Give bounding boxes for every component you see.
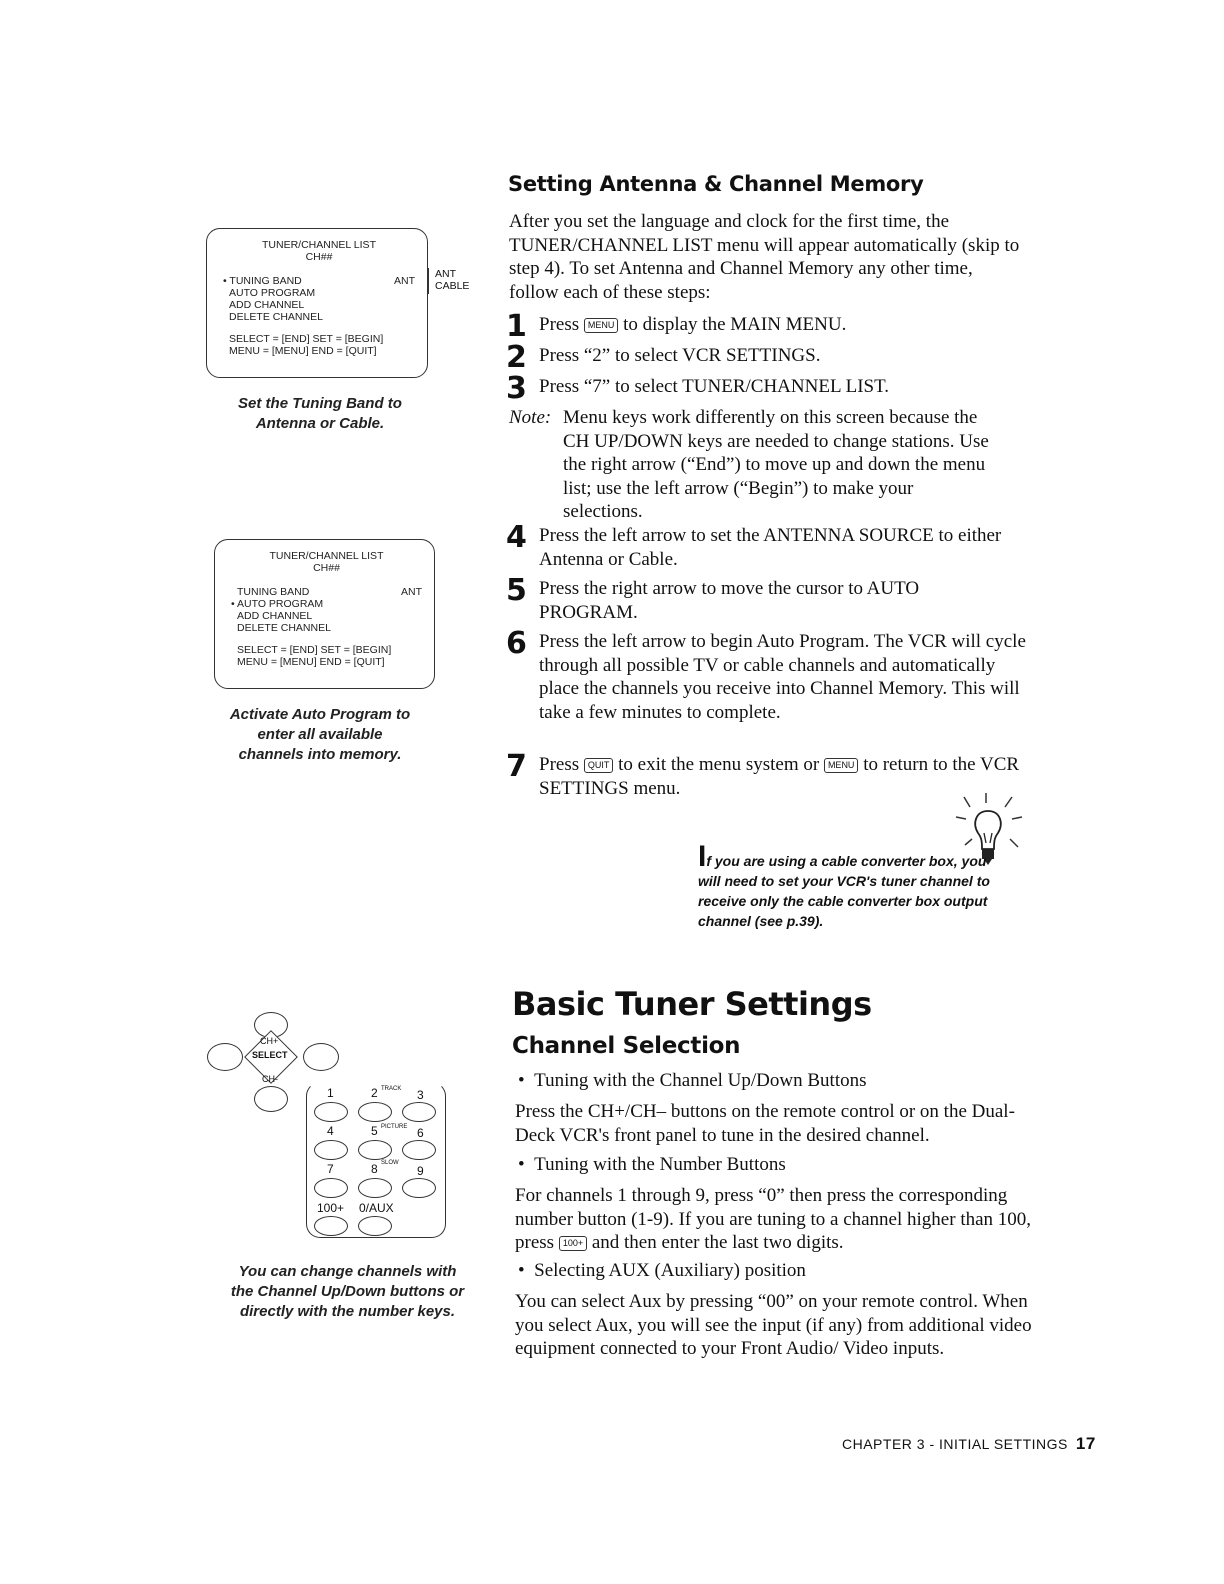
intro-paragraph: After you set the language and clock for the first time, the TUNER/CHANNEL LIST menu will appear automatically (skip to step 4). To set Antenna and Channel Memory any other time, follow each of these steps:	[509, 211, 1020, 303]
bullet-dot: •	[518, 1260, 535, 1281]
option-ant: ANT	[435, 268, 456, 280]
tuner-channel-list-screen-2	[214, 539, 435, 689]
step-6: 6 Press the left arrow to begin Auto Program. The VCR will cycle through all possible TV or cable channels and automatically place the channels you receive into Channel Memory. This will take a few minutes to complete.	[506, 626, 1026, 723]
caption-channel-change: You can change channels with the Channel Up/Down buttons or directly with the number keys.	[230, 1263, 465, 1320]
step-number: 5	[506, 573, 527, 608]
tuner-channel-list-screen-1	[206, 228, 428, 378]
bullet-dot: •	[518, 1154, 535, 1175]
menu-item-delete-channel: DELETE CHANNEL	[229, 311, 323, 323]
chapter-label: CHAPTER 3 - INITIAL SETTINGS	[842, 1436, 1068, 1452]
step-number: 6	[506, 626, 527, 661]
ch-up-label: CH+	[260, 1036, 279, 1046]
screen-subtitle: CH##	[305, 251, 333, 263]
select-label: SELECT	[252, 1050, 288, 1060]
step-1: 1 Press MENU to display the MAIN MENU.	[506, 309, 847, 344]
quit-key: QUIT	[584, 758, 614, 773]
screen-key-hint-1: SELECT = [END] SET = [BEGIN]	[237, 644, 392, 656]
bullet-number-buttons: • Tuning with the Number Buttons	[518, 1154, 786, 1175]
key-5-label: 5	[371, 1124, 378, 1138]
key-1	[314, 1102, 348, 1122]
picture-label: PICTURE	[381, 1124, 408, 1130]
bullet-channel-up-down: • Tuning with the Channel Up/Down Buttons	[518, 1070, 867, 1091]
tip-drop-cap: I	[698, 840, 707, 873]
caption-tuning-band: Set the Tuning Band to Antenna or Cable.	[238, 395, 402, 432]
screen-key-hint-1: SELECT = [END] SET = [BEGIN]	[229, 333, 384, 345]
bullet-dot: •	[518, 1070, 535, 1091]
step-4: 4 Press the left arrow to set the ANTENNA SOURCE to either Antenna or Cable.	[506, 520, 1002, 570]
key-4	[314, 1140, 348, 1160]
step-number: 3	[506, 371, 527, 406]
section-title-basic-tuner: Basic Tuner Settings	[512, 985, 872, 1023]
key-8	[358, 1178, 392, 1198]
menu-item-auto-program: • AUTO PROGRAM	[231, 598, 324, 610]
step-2: 2 Press “2” to select VCR SETTINGS.	[506, 340, 821, 375]
tuning-band-value: ANT	[401, 586, 422, 598]
key-4-label: 4	[327, 1124, 334, 1138]
step-number: 4	[506, 520, 527, 555]
note	[509, 406, 1019, 524]
tracking-label: TRACK	[381, 1086, 402, 1092]
slow-label: SLOW	[381, 1160, 399, 1166]
key-2	[358, 1102, 392, 1122]
bullet-aux-position: • Selecting AUX (Auxiliary) position	[518, 1260, 806, 1281]
key-100-plus: 100+	[559, 1236, 587, 1251]
key-0-aux	[358, 1216, 392, 1236]
key-2-label: 2	[371, 1086, 378, 1100]
page-number: 17	[1075, 1434, 1096, 1453]
ch-down-label: CH-	[262, 1074, 278, 1084]
step-number: 7	[506, 749, 527, 784]
left-arrow-button	[207, 1043, 243, 1071]
option-cable: CABLE	[435, 280, 470, 292]
step-number: 2	[506, 340, 527, 375]
menu-item-tuning-band: • TUNING BAND	[223, 275, 302, 287]
right-arrow-button	[303, 1043, 339, 1071]
key-3	[402, 1102, 436, 1122]
key-9-label: 9	[417, 1164, 424, 1178]
cable-converter-tip: If you are using a cable converter box, you will need to set your VCR's tuner channel to receive only the cable converter box output channel (see p.39).	[698, 840, 990, 929]
paragraph-ch-buttons: Press the CH+/CH– buttons on the remote control or on the Dual-Deck VCR's front panel to tune in the desired channel.	[515, 1101, 1015, 1146]
key-5	[358, 1140, 392, 1160]
step-7: 7 Press QUIT to exit the menu system or MENU to return to the VCR SETTINGS menu.	[506, 749, 1020, 799]
key-6-label: 6	[417, 1126, 424, 1140]
ch-down-button	[254, 1086, 288, 1112]
menu-item-tuning-band: TUNING BAND	[237, 586, 310, 598]
page-footer	[842, 1434, 1096, 1454]
screen-title: TUNER/CHANNEL LIST	[269, 550, 384, 562]
screen-title: TUNER/CHANNEL LIST	[262, 239, 376, 251]
subheading-channel-selection: Channel Selection	[512, 1033, 741, 1059]
key-100-plus	[314, 1216, 348, 1236]
menu-item-delete-channel: DELETE CHANNEL	[237, 622, 331, 634]
paragraph-number-buttons: For channels 1 through 9, press “0” then press the corresponding number button (1-9). If you are tuning to a channel higher than 100, press 100+ and then enter the last two digits.	[515, 1185, 1032, 1253]
caption-auto-program: Activate Auto Program to enter all available channels into memory.	[229, 706, 411, 763]
menu-item-add-channel: ADD CHANNEL	[229, 299, 305, 311]
key-7	[314, 1178, 348, 1198]
tuning-band-options	[428, 268, 469, 294]
step-3: 3 Press “7” to select TUNER/CHANNEL LIST.	[506, 371, 890, 406]
section-heading-antenna: Setting Antenna & Channel Memory	[508, 172, 924, 196]
step-number: 1	[506, 309, 527, 344]
menu-key: MENU	[584, 318, 619, 333]
key-3-label: 3	[417, 1088, 424, 1102]
paragraph-aux: You can select Aux by pressing “00” on your remote control. When you select Aux, you will see the input (if any) from additional video equipment connected to your Front Audio/ Video inputs.	[515, 1291, 1032, 1359]
key-8-label: 8	[371, 1162, 378, 1176]
note-label: Note:	[509, 407, 552, 428]
note-text: Menu keys work differently on this screen because the CH UP/DOWN keys are needed to change stations. Use the right arrow (“End”) to move up and down the menu list; use the left arrow (“Begin”) to make your selections.	[563, 407, 989, 522]
key-6	[402, 1140, 436, 1160]
menu-key: MENU	[824, 758, 859, 773]
screen-subtitle: CH##	[313, 562, 340, 574]
screen-key-hint-2: MENU = [MENU] END = [QUIT]	[229, 345, 377, 357]
key-100-label: 100+	[317, 1201, 345, 1215]
key-9	[402, 1178, 436, 1198]
key-7-label: 7	[327, 1162, 334, 1176]
key-0-aux-label: 0/AUX	[359, 1201, 394, 1215]
key-1-label: 1	[327, 1086, 334, 1100]
tuning-band-value: ANT	[394, 275, 415, 287]
screen-key-hint-2: MENU = [MENU] END = [QUIT]	[237, 656, 385, 668]
menu-item-auto-program: AUTO PROGRAM	[229, 287, 316, 299]
step-5: 5 Press the right arrow to move the cursor to AUTO PROGRAM.	[506, 573, 920, 623]
menu-item-add-channel: ADD CHANNEL	[237, 610, 313, 622]
